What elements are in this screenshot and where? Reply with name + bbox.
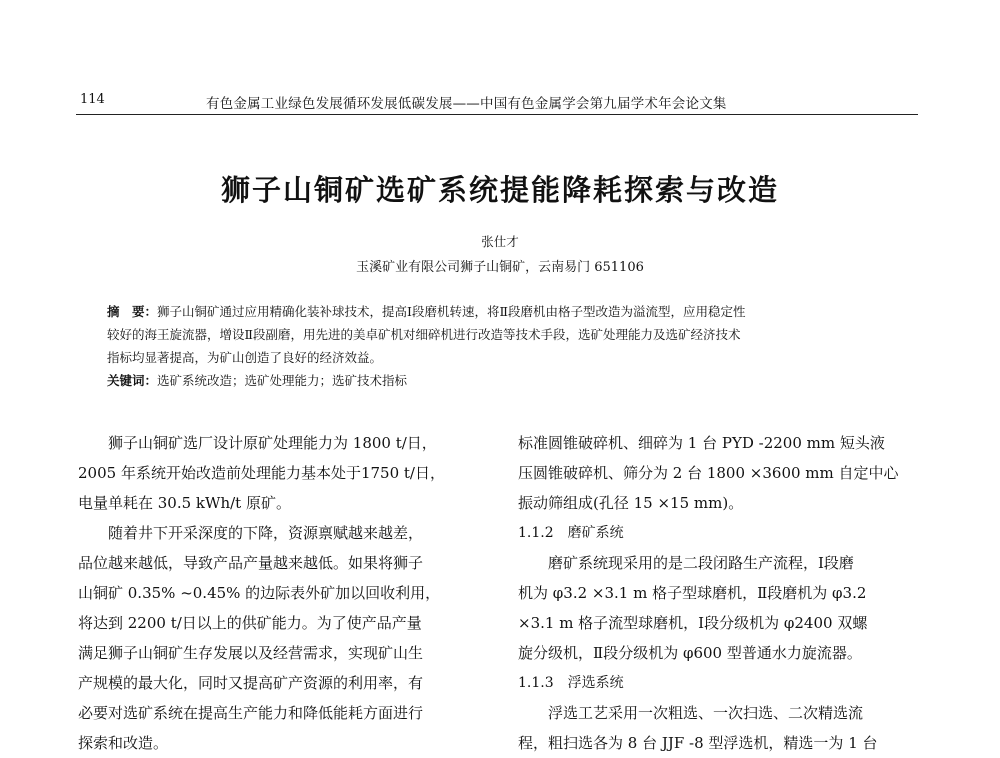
section-number: 1.1.3 — [518, 675, 554, 691]
section-heading-1-1-3 — [518, 668, 924, 698]
section-heading-1-1-2 — [518, 518, 924, 548]
abstract-line: 指标均显著提高，为矿山创造了良好的经济效益。 — [107, 350, 383, 365]
paragraph-line: 磨矿系统现采用的是二段闭路生产流程，Ⅰ段磨 — [548, 554, 854, 572]
paragraph-line: 山铜矿 0.35% ~0.45% 的边际表外矿加以回收利用， — [78, 584, 441, 602]
paragraph-line: 品位越来越低，导致产品产量越来越低。如果将狮子 — [78, 554, 424, 572]
paragraph-line: 机为 φ3.2 ×3.1 m 格子型球磨机，Ⅱ段磨机为 φ3.2 — [518, 584, 867, 602]
paragraph-line: ×3.1 m 格子流型球磨机，Ⅰ段分级机为 φ2400 双螺 — [518, 614, 868, 632]
paragraph-line: 随着井下开采深度的下降，资源禀赋越来越差， — [108, 524, 424, 542]
paragraph-line: 标准圆锥破碎机、细碎为 1 台 PYD -2200 mm 短头液 — [518, 434, 885, 452]
paragraph-line: 振动筛组成(孔径 15 ×15 mm)。 — [518, 494, 744, 512]
affiliation: 玉溪矿业有限公司狮子山铜矿，云南易门 651106 — [356, 260, 644, 275]
keywords-label: 关键词： — [107, 373, 158, 388]
abstract — [107, 300, 907, 392]
paragraph-line: 压圆锥破碎机、筛分为 2 台 1800 ×3600 mm 自定中心 — [518, 464, 899, 482]
abstract-line: 较好的海王旋流器，增设Ⅱ段副磨，用先进的美卓矿机对细碎机进行改造等技术手段，选矿处理能力及选矿经济技术 — [107, 327, 741, 342]
author: 张仕才 — [481, 234, 519, 249]
keywords — [107, 369, 907, 392]
header-rule — [76, 114, 918, 115]
page-number: 114 — [80, 92, 105, 107]
section-title: 浮选系统 — [567, 675, 624, 691]
paragraph-line: 电量单耗在 30.5 kWh/t 原矿。 — [78, 494, 291, 512]
paragraph-line: 程，粗扫选各为 8 台 JJF -8 型浮选机，精选一为 1 台 — [518, 734, 878, 752]
paragraph-line: 浮选工艺采用一次粗选、一次扫选、二次精选流 — [548, 704, 864, 722]
paragraph-line: 探索和改造。 — [78, 734, 169, 752]
paragraph-line: 产规模的最大化，同时又提高矿产资源的利用率，有 — [78, 674, 424, 692]
paragraph-line: 将达到 2200 t/日以上的供矿能力。为了使产品产量 — [78, 614, 422, 632]
paragraph-line: 旋分级机，Ⅱ段分级机为 φ600 型普通水力旋流器。 — [518, 644, 862, 662]
body-column-left — [78, 428, 496, 758]
abstract-line — [107, 300, 907, 323]
paragraph-line: 必要对选矿系统在提高生产能力和降低能耗方面进行 — [78, 704, 424, 722]
abstract-text: 狮子山铜矿通过应用精确化装补球技术，提高Ⅰ段磨机转速，将Ⅱ段磨机由格子型改造为溢流型，应用稳定性 — [157, 304, 746, 319]
body-column-right — [518, 428, 924, 758]
keywords-text: 选矿系统改造；选矿处理能力；选矿技术指标 — [157, 373, 408, 388]
paragraph-line: 狮子山铜矿选厂设计原矿处理能力为 1800 t/日， — [108, 434, 437, 452]
paper-title: 狮子山铜矿选矿系统提能降耗探索与改造 — [220, 173, 779, 207]
abstract-label: 摘 要： — [107, 304, 158, 319]
section-title: 磨矿系统 — [567, 525, 624, 541]
section-number: 1.1.2 — [518, 525, 554, 541]
paragraph-line: 2005 年系统开始改造前处理能力基本处于1750 t/日， — [78, 464, 445, 482]
running-title: 有色金属工业绿色发展循环发展低碳发展——中国有色金属学会第九届学术年会论文集 — [206, 96, 727, 112]
paragraph-line: 满足狮子山铜矿生存发展以及经营需求，实现矿山生 — [78, 644, 424, 662]
